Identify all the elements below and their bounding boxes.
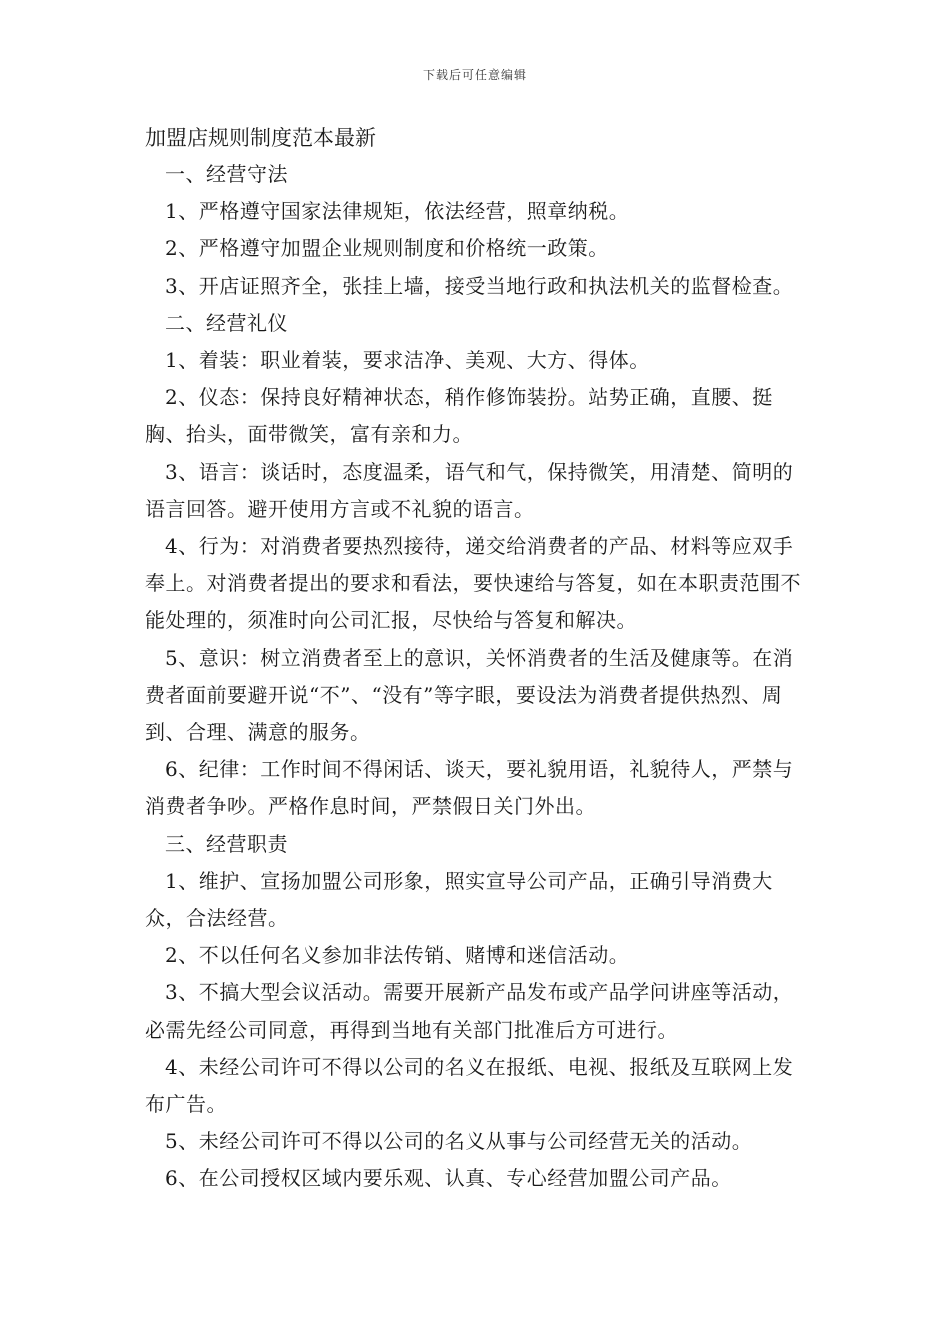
paragraph: 4、行为：对消费者要热烈接待，递交给消费者的产品、材料等应双手奉上。对消费者提出的要求和看法，要快速给与答复，如在本职责范围不能处理的，须准时向公司汇报，尽快给与答复和解决。 [145, 534, 801, 633]
paragraph: 6、在公司授权区域内要乐观、认真、专心经营加盟公司产品。 [165, 1166, 732, 1191]
header-note: 下载后可任意编辑 [422, 68, 527, 82]
section-heading-1: 一、经营守法 [165, 162, 288, 186]
document-body [145, 156, 813, 1198]
paragraph: 3、不搞大型会议活动。需要开展新产品发布或产品学问讲座等活动，必需先经公司同意，再得到当地有关部门批准后方可进行。 [145, 980, 794, 1042]
paragraph: 1、着装：职业着装，要求洁净、美观、大方、得体。 [165, 348, 650, 373]
paragraph: 3、开店证照齐全，张挂上墙，接受当地行政和执法机关的监督检查。 [165, 273, 794, 298]
paragraph: 4、未经公司许可不得以公司的名义在报纸、电视、报纸及互联网上发布广告。 [145, 1054, 794, 1117]
paragraph: 5、未经公司许可不得以公司的名义从事与公司经营无关的活动。 [165, 1129, 753, 1154]
paragraph: 1、维护、宣扬加盟公司形象，照实宣导公司产品，正确引导消费大众，合法经营。 [145, 868, 773, 931]
section-heading-3: 三、经营职责 [165, 831, 288, 856]
paragraph: 1、严格遵守国家法律规矩，依法经营，照章纳税。 [165, 199, 630, 224]
paragraph: 2、不以任何名义参加非法传销、赌博和迷信活动。 [165, 943, 630, 968]
paragraph: 5、意识：树立消费者至上的意识，关怀消费者的生活及健康等。在消费者面前要避开说“不”、“没有”等字眼，要设法为消费者提供热烈、周到、合理、满意的服务。 [145, 645, 794, 745]
section-heading-2: 二、经营礼仪 [165, 310, 288, 335]
paragraph: 2、严格遵守加盟企业规则制度和价格统一政策。 [165, 236, 609, 261]
paragraph: 3、语言：谈话时，态度温柔，语气和气，保持微笑，用清楚、简明的语言回答。避开使用方言或不礼貌的语言。 [145, 459, 794, 521]
document-title: 加盟店规则制度范本最新 [145, 126, 376, 150]
paragraph: 2、仪态：保持良好精神状态，稍作修饰装扮。站势正确，直腰、挺胸、抬头，面带微笑，富有亲和力。 [145, 385, 773, 447]
paragraph: 6、纪律：工作时间不得闲话、谈天，要礼貌用语，礼貌待人，严禁与消费者争吵。严格作息时间，严禁假日关门外出。 [145, 757, 794, 819]
